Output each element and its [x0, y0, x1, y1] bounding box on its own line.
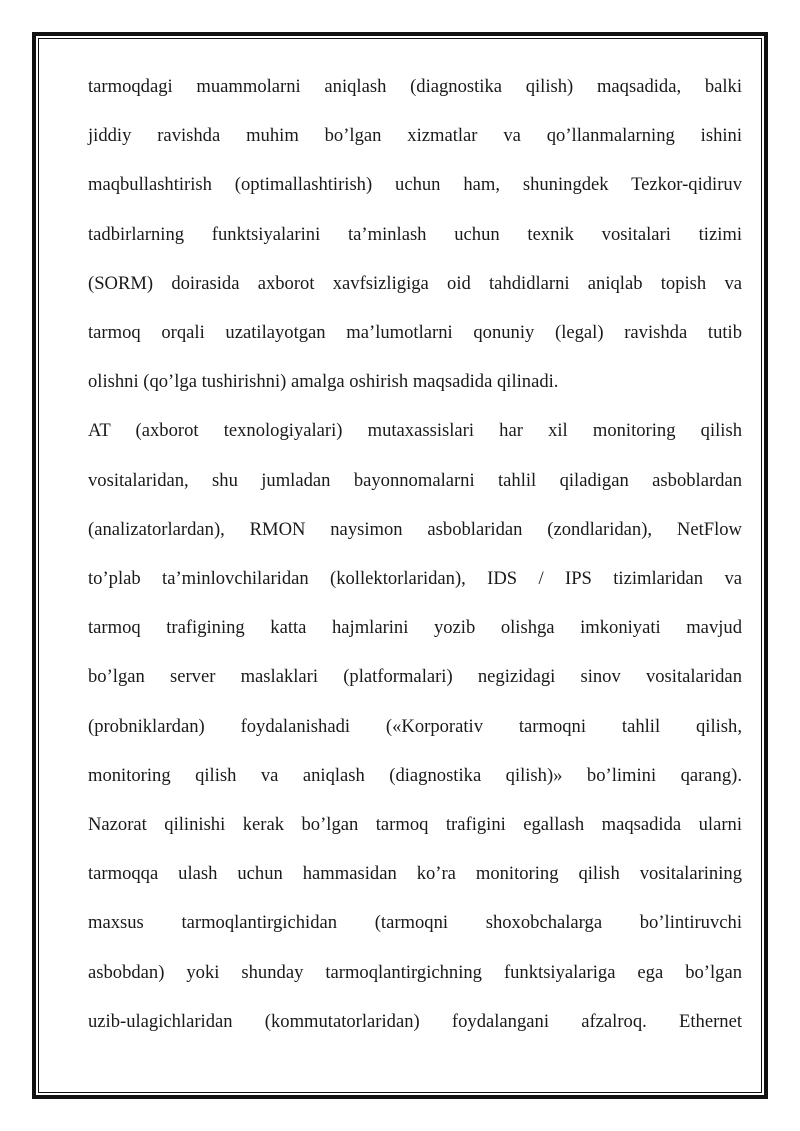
text-line: tarmoq trafigining katta hajmlarini yozib olishga imkoniyati mavjud: [88, 617, 742, 639]
text-line: to’plab ta’minlovchilaridan (kollektorlaridan), IDS / IPS tizimlaridan va: [88, 568, 742, 590]
text-line: tadbirlarning funktsiyalarini ta’minlash uchun texnik vositalari tizimi: [88, 223, 742, 245]
paragraph-1: [88, 62, 742, 406]
text-line: jiddiy ravishda muhim bo’lgan xizmatlar va qo’llanmalarning ishini: [88, 125, 742, 147]
text-line: AT (axborot texnologiyalari) mutaxassislari har xil monitoring qilish: [88, 420, 742, 442]
text-line: asbobdan) yoki shunday tarmoqlantirgichning funktsiyalariga ega bo’lgan: [88, 961, 742, 983]
text-line: (probniklardan) foydalanishadi («Korporativ tarmoqni tahlil qilish,: [88, 715, 742, 737]
paragraph-2: [88, 406, 742, 1046]
text-line: vositalaridan, shu jumladan bayonnomalarni tahlil qiladigan asboblardan: [88, 469, 742, 491]
text-line: (SORM) doirasida axborot xavfsizligiga oid tahdidlarni aniqlab topish va: [88, 272, 742, 294]
text-line: monitoring qilish va aniqlash (diagnostika qilish)» bo’limini qarang).: [88, 764, 742, 786]
text-line: tarmoqdagi muammolarni aniqlash (diagnostika qilish) maqsadida, balki: [88, 76, 742, 97]
text-line: (analizatorlardan), RMON naysimon asboblaridan (zondlaridan), NetFlow: [88, 518, 742, 540]
text-line: olishni (qo’lga tushirishni) amalga oshirish maqsadida qilinadi.: [88, 371, 559, 393]
text-line: Nazorat qilinishi kerak bo’lgan tarmoq trafigini egallash maqsadida ularni: [88, 814, 742, 836]
text-line: tarmoqqa ulash uchun hammasidan ko’ra monitoring qilish vositalarining: [88, 863, 742, 885]
text-line: uzib-ulagichlaridan (kommutatorlaridan) foydalangani afzalroq. Ethernet: [88, 1010, 742, 1032]
text-line: maxsus tarmoqlantirgichidan (tarmoqni shoxobchalarga bo’lintiruvchi: [88, 912, 742, 934]
text-line: maqbullashtirish (optimallashtirish) uchun ham, shuningdek Tezkor-qidiruv: [88, 174, 742, 196]
document-body: [88, 62, 742, 1046]
text-line: bo’lgan server maslaklari (platformalari) negizidagi sinov vositalaridan: [88, 666, 742, 688]
text-line: tarmoq orqali uzatilayotgan ma’lumotlarni qonuniy (legal) ravishda tutib: [88, 322, 742, 344]
